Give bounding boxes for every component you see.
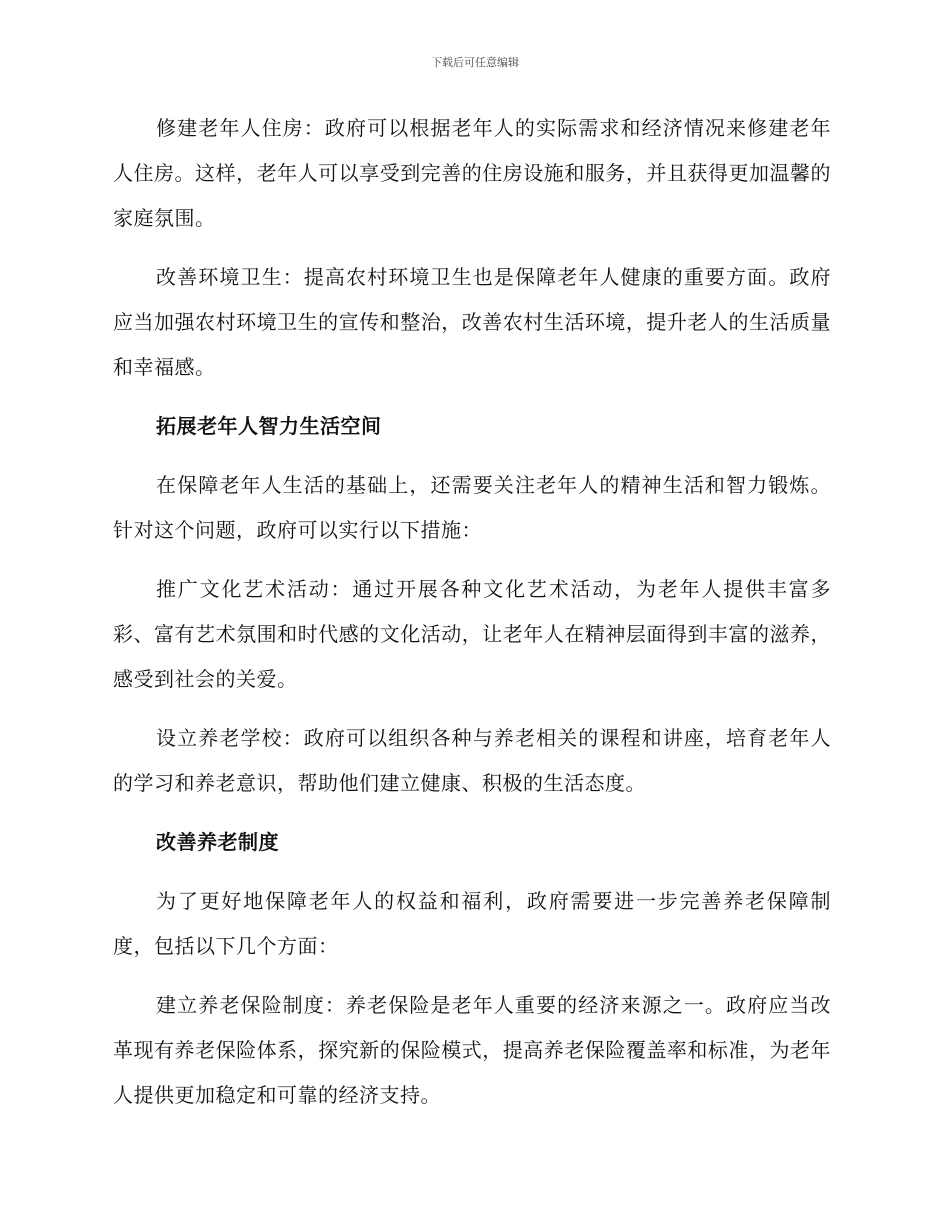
paragraph-elderly-school: 设立养老学校：政府可以组织各种与养老相关的课程和讲座，培育老年人的学习和养老意识，帮助他们建立健康、积极的生活态度。 [113, 726, 831, 795]
paragraph-spiritual-life: 在保障老年人生活的基础上，还需要关注老年人的精神生活和智力锻炼。针对这个问题，政府可以实行以下措施： [113, 473, 831, 542]
paragraph-culture-arts: 推广文化艺术活动：通过开展各种文化艺术活动，为老年人提供丰富多彩、富有艺术氛围和时代感的文化活动，让老年人在精神层面得到丰富的滋养，感受到社会的关爱。 [113, 577, 831, 691]
section-heading-pension-system: 改善养老制度 [156, 830, 279, 854]
document-body [113, 106, 831, 1118]
section-heading-intellectual-life: 拓展老年人智力生活空间 [156, 414, 382, 438]
paragraph-pension-intro: 为了更好地保障老年人的权益和福利，政府需要进一步完善养老保障制度，包括以下几个方面： [113, 889, 831, 958]
page-header: 下载后可任意编辑 [431, 56, 519, 69]
paragraph-housing: 修建老年人住房：政府可以根据老年人的实际需求和经济情况来修建老年人住房。这样，老年人可以享受到完善的住房设施和服务，并且获得更加温馨的家庭氛围。 [113, 116, 831, 230]
paragraph-pension-insurance: 建立养老保险制度：养老保险是老年人重要的经济来源之一。政府应当改革现有养老保险体系，探究新的保险模式，提高养老保险覆盖率和标准，为老年人提供更加稳定和可靠的经济支持。 [113, 993, 831, 1107]
paragraph-environment: 改善环境卫生：提高农村环境卫生也是保障老年人健康的重要方面。政府应当加强农村环境卫生的宣传和整治，改善农村生活环境，提升老人的生活质量和幸福感。 [113, 265, 831, 379]
